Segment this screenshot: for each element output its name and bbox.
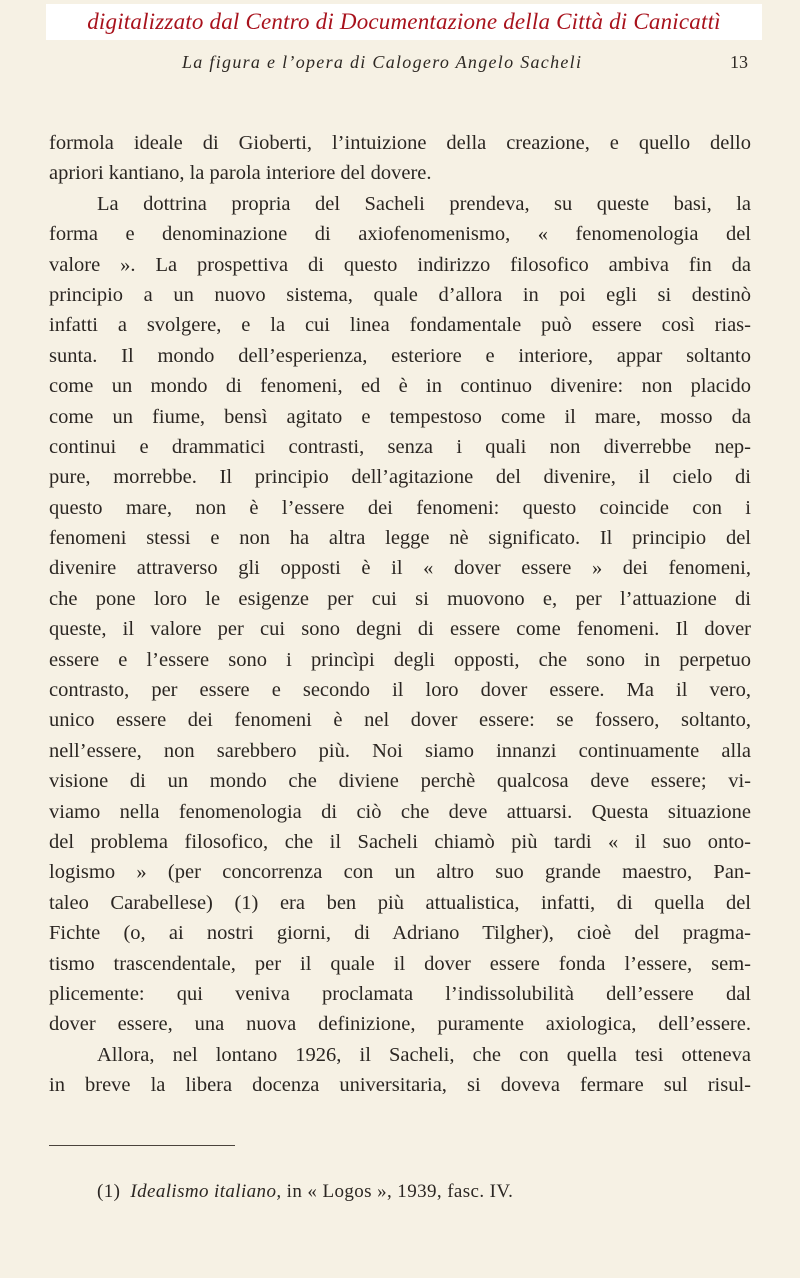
text-line: forma e denominazione di axiofenomenismo, « fenomenologia del bbox=[49, 223, 751, 246]
text-line: plicemente: qui veniva proclamata l’indissolubilità dell’essere dal bbox=[49, 982, 751, 1005]
text-line: apriori kantiano, la parola interiore del dovere. bbox=[49, 162, 432, 185]
text-line: del problema filosofico, che il Sacheli chiamò più tardi « il suo onto- bbox=[49, 830, 751, 853]
text-line: fenomeni stessi e non ha altra legge nè significato. Il principio del bbox=[49, 527, 751, 550]
text-line: principio a un nuovo sistema, quale d’allora in poi egli si destinò bbox=[49, 283, 751, 306]
text-line: essere e l’essere sono i princìpi degli opposti, che sono in perpetuo bbox=[49, 648, 751, 671]
footnote-citation: in « Logos », 1939, fasc. IV. bbox=[281, 1181, 514, 1202]
paragraph-start-line: La dottrina propria del Sacheli prendeva, su queste basi, la bbox=[97, 192, 751, 215]
footnote bbox=[97, 1178, 697, 1206]
footnote-cited-title: Idealismo italiano, bbox=[130, 1181, 282, 1202]
text-line: continui e drammatici contrasti, senza i quali non diverrebbe nep- bbox=[49, 435, 751, 458]
text-line: taleo Carabellese) (1) era ben più attualistica, infatti, di quella del bbox=[49, 891, 751, 914]
text-line: valore ». La prospettiva di questo indirizzo filosofico ambiva fin da bbox=[49, 253, 751, 276]
digitization-watermark: digitalizzato dal Centro di Documentazione della Città di Canicattì bbox=[46, 4, 762, 40]
text-line: viamo nella fenomenologia di ciò che deve attuarsi. Questa situazione bbox=[49, 800, 751, 823]
text-line: questo mare, non è l’essere dei fenomeni: questo coincide con i bbox=[49, 496, 751, 519]
text-line: in breve la libera docenza universitaria, si doveva fermare sul risul- bbox=[49, 1074, 751, 1097]
text-line: Fichte (o, ai nostri giorni, di Adriano Tilgher), cioè del pragma- bbox=[49, 922, 751, 945]
text-line: pure, morrebbe. Il principio dell’agitazione del divenire, il cielo di bbox=[49, 466, 751, 489]
text-line: visione di un mondo che diviene perchè qualcosa deve essere; vi- bbox=[49, 770, 751, 793]
text-line: queste, il valore per cui sono degni di essere come fenomeni. Il dover bbox=[49, 618, 751, 641]
text-line: tismo trascendentale, per il quale il dover essere fonda l’essere, sem- bbox=[49, 952, 751, 975]
paragraph-start-line: Allora, nel lontano 1926, il Sacheli, che con quella tesi otteneva bbox=[97, 1043, 751, 1066]
running-header bbox=[0, 48, 800, 76]
footnote-number: (1) bbox=[97, 1181, 121, 1202]
text-line: nell’essere, non sarebbero più. Noi siamo innanzi continuamente alla bbox=[49, 739, 751, 762]
text-line: infatti a svolgere, e la cui linea fondamentale può essere così rias- bbox=[49, 314, 751, 337]
text-line: divenire attraverso gli opposti è il « dover essere » dei fenomeni, bbox=[49, 557, 751, 580]
text-line: come un mondo di fenomeni, ed è in continuo divenire: non placido bbox=[49, 375, 751, 398]
running-title: La figura e l’opera di Calogero Angelo Sacheli bbox=[182, 52, 583, 72]
text-line: sunta. Il mondo dell’esperienza, esteriore e interiore, appar soltanto bbox=[49, 344, 751, 367]
body-text bbox=[49, 128, 751, 1101]
text-line: logismo » (per concorrenza con un altro suo grande maestro, Pan- bbox=[49, 861, 751, 884]
text-line: dover essere, una nuova definizione, puramente axiologica, dell’essere. bbox=[49, 1013, 751, 1036]
text-line: come un fiume, bensì agitato e tempestoso come il mare, mosso da bbox=[49, 405, 751, 428]
text-line: formola ideale di Gioberti, l’intuizione della creazione, e quello dello bbox=[49, 132, 751, 154]
page-number: 13 bbox=[730, 52, 748, 72]
text-line: contrasto, per essere e secondo il loro dover essere. Ma il vero, bbox=[49, 679, 751, 702]
text-line: che pone loro le esigenze per cui si muovono e, per l’attuazione di bbox=[49, 587, 751, 610]
text-line: unico essere dei fenomeni è nel dover essere: se fossero, soltanto, bbox=[49, 709, 751, 732]
footnote-divider bbox=[49, 1145, 235, 1146]
